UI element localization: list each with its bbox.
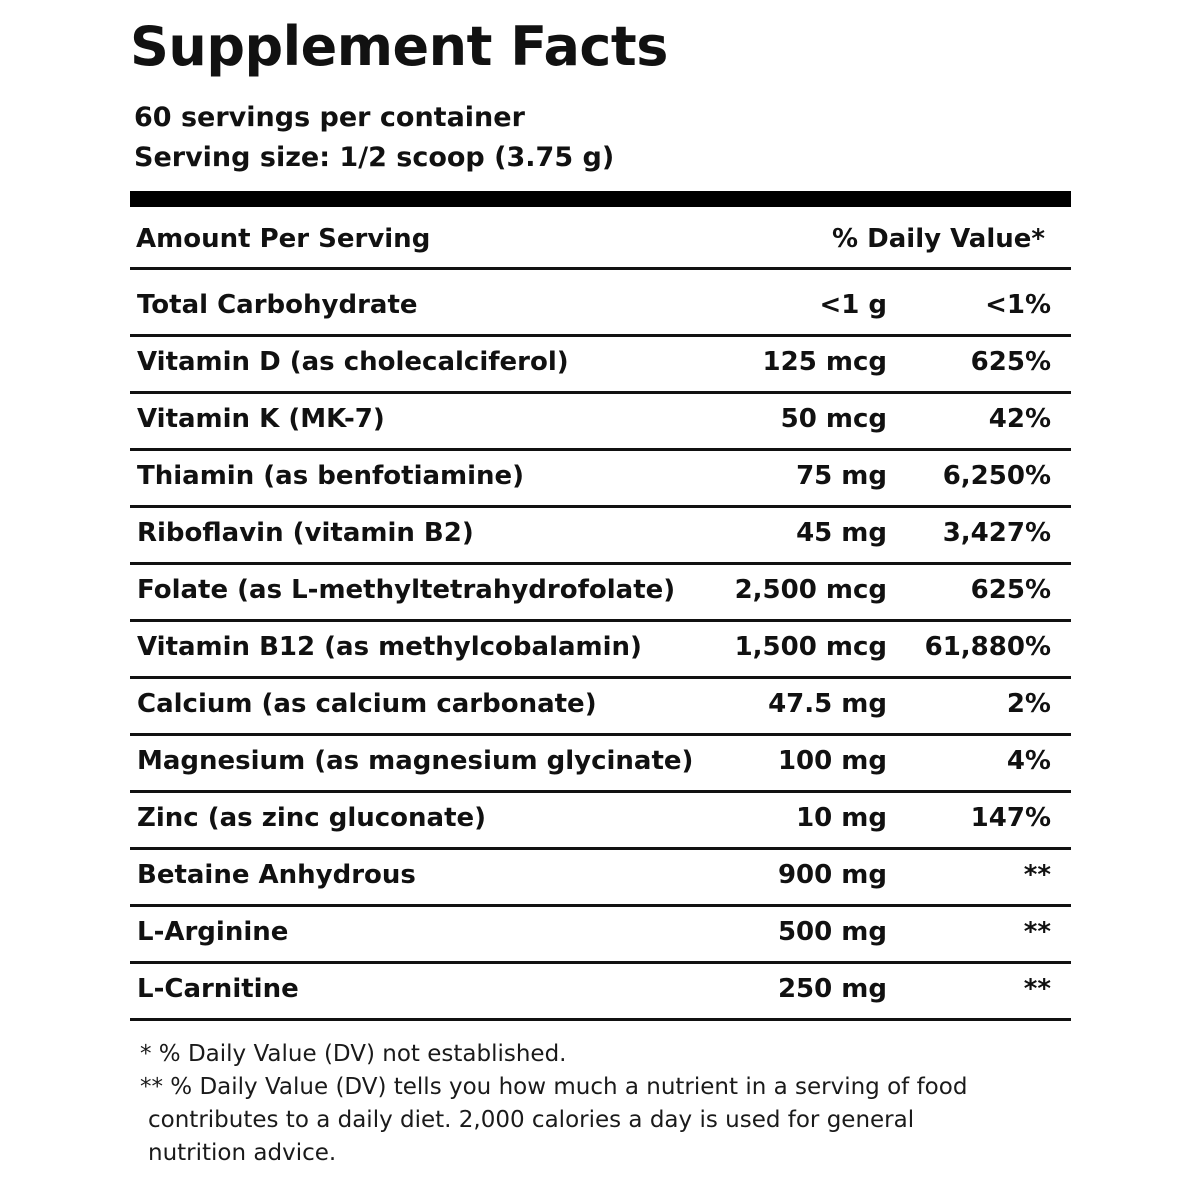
table-row bbox=[130, 907, 1071, 964]
nutrient-daily-value: 2% bbox=[1006, 689, 1051, 719]
label-title: Supplement Facts bbox=[130, 15, 668, 78]
nutrient-daily-value: 4% bbox=[1006, 746, 1051, 776]
table-row bbox=[130, 679, 1071, 736]
nutrient-name: Vitamin K (MK-7) bbox=[137, 404, 385, 434]
table-row bbox=[130, 736, 1071, 793]
table-header bbox=[130, 214, 1071, 270]
footnote-daily-value-line-2: contributes to a daily diet. 2,000 calories a day is used for general bbox=[148, 1107, 915, 1133]
nutrient-name: Magnesium (as magnesium glycinate) bbox=[137, 746, 694, 776]
nutrient-daily-value: ** bbox=[1023, 917, 1051, 947]
nutrient-daily-value: ** bbox=[1023, 974, 1051, 1004]
nutrient-amount: 47.5 mg bbox=[768, 689, 887, 719]
nutrient-amount: <1 g bbox=[819, 290, 887, 320]
nutrient-amount: 500 mg bbox=[777, 917, 887, 947]
nutrient-amount: 1,500 mcg bbox=[734, 632, 887, 662]
table-row bbox=[130, 337, 1071, 394]
nutrient-daily-value: 625% bbox=[970, 575, 1051, 605]
nutrient-amount: 125 mcg bbox=[762, 347, 887, 377]
footnote-daily-value-line-1: ** % Daily Value (DV) tells you how much a nutrient in a serving of food bbox=[140, 1074, 968, 1100]
nutrient-amount: 250 mg bbox=[777, 974, 887, 1004]
serving-size: Serving size: 1/2 scoop (3.75 g) bbox=[134, 142, 615, 173]
nutrient-amount: 50 mcg bbox=[780, 404, 887, 434]
nutrient-daily-value: 147% bbox=[970, 803, 1051, 833]
nutrient-table bbox=[130, 280, 1071, 1021]
nutrient-name: L-Arginine bbox=[137, 917, 289, 947]
footnotes bbox=[140, 1038, 1040, 1170]
nutrient-name: Folate (as L-methyltetrahydrofolate) bbox=[137, 575, 676, 605]
daily-value-header: % Daily Value* bbox=[832, 224, 1045, 254]
nutrient-daily-value: 625% bbox=[970, 347, 1051, 377]
nutrient-name: Vitamin B12 (as methylcobalamin) bbox=[137, 632, 642, 662]
nutrient-daily-value: 3,427% bbox=[942, 518, 1051, 548]
table-row bbox=[130, 565, 1071, 622]
table-row bbox=[130, 622, 1071, 679]
table-row bbox=[130, 451, 1071, 508]
nutrient-amount: 2,500 mcg bbox=[734, 575, 887, 605]
nutrient-name: Betaine Anhydrous bbox=[137, 860, 416, 890]
table-row bbox=[130, 280, 1071, 337]
nutrient-daily-value: 6,250% bbox=[942, 461, 1051, 491]
nutrient-amount: 900 mg bbox=[777, 860, 887, 890]
nutrient-amount: 10 mg bbox=[796, 803, 887, 833]
table-row bbox=[130, 793, 1071, 850]
nutrient-amount: 75 mg bbox=[796, 461, 887, 491]
servings-per-container: 60 servings per container bbox=[134, 102, 525, 133]
table-row bbox=[130, 508, 1071, 565]
nutrient-daily-value: ** bbox=[1023, 860, 1051, 890]
footnote-not-established: * % Daily Value (DV) not established. bbox=[140, 1041, 567, 1067]
nutrient-name: Riboflavin (vitamin B2) bbox=[137, 518, 474, 548]
nutrient-amount: 100 mg bbox=[777, 746, 887, 776]
nutrient-name: L-Carnitine bbox=[137, 974, 299, 1004]
nutrient-name: Calcium (as calcium carbonate) bbox=[137, 689, 597, 719]
nutrient-amount: 45 mg bbox=[796, 518, 887, 548]
nutrient-daily-value: <1% bbox=[985, 290, 1051, 320]
table-row bbox=[130, 394, 1071, 451]
footnote-daily-value-line-3: nutrition advice. bbox=[148, 1140, 337, 1166]
nutrient-name: Zinc (as zinc gluconate) bbox=[137, 803, 487, 833]
nutrient-name: Vitamin D (as cholecalciferol) bbox=[137, 347, 569, 377]
thick-divider bbox=[130, 191, 1071, 207]
nutrient-name: Total Carbohydrate bbox=[137, 290, 418, 320]
table-row bbox=[130, 964, 1071, 1021]
nutrient-daily-value: 61,880% bbox=[924, 632, 1051, 662]
nutrient-daily-value: 42% bbox=[988, 404, 1051, 434]
nutrient-name: Thiamin (as benfotiamine) bbox=[137, 461, 525, 491]
amount-per-serving-header: Amount Per Serving bbox=[136, 224, 431, 254]
table-row bbox=[130, 850, 1071, 907]
